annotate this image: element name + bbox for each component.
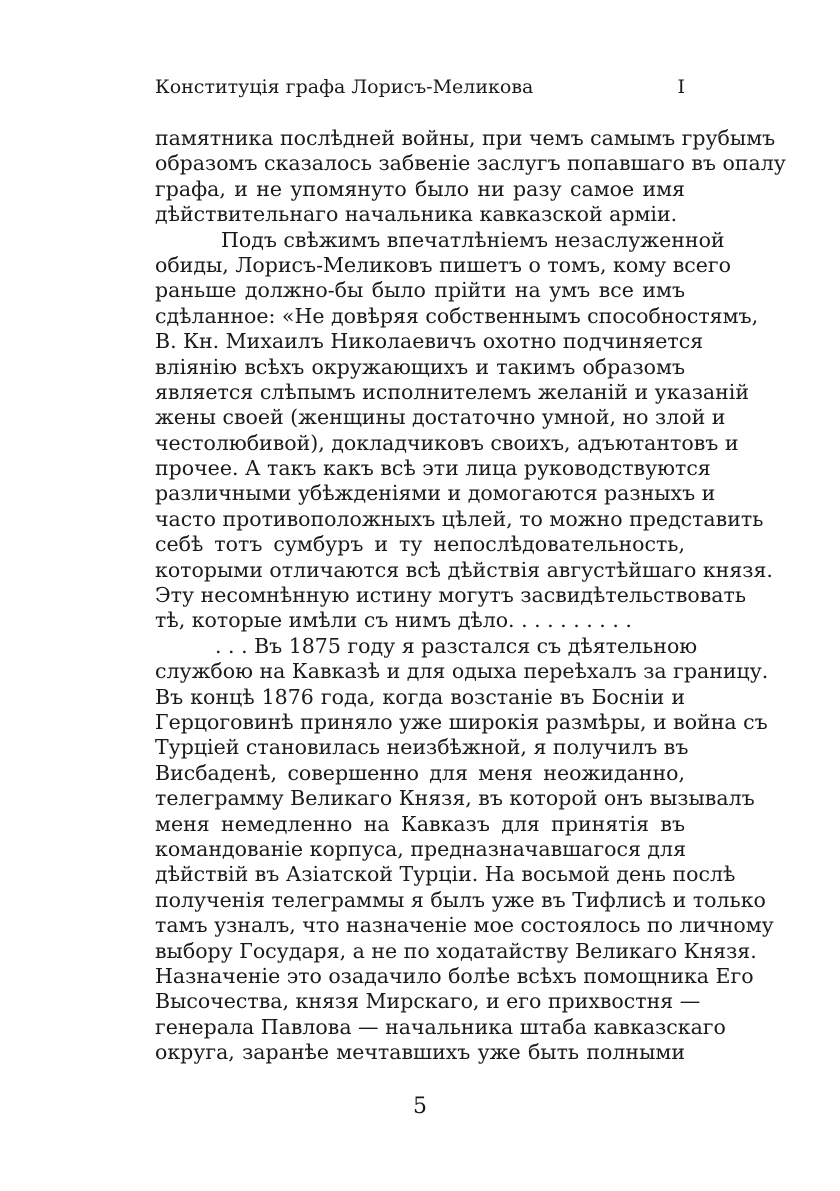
text-line: которыми отличаются всѣ дѣйствія августѣйшаго князя. bbox=[155, 557, 773, 582]
text-line: генерала Павлова — начальника штаба кавказскаго bbox=[155, 1014, 726, 1039]
text-line: часто противоположныхъ цѣлей, то можно представить bbox=[155, 506, 764, 531]
text-line: честолюбивой), докладчиковъ своихъ, адъютантовъ и bbox=[155, 430, 739, 455]
text-line: является слѣпымъ исполнителемъ желаній и указаній bbox=[155, 379, 750, 404]
text-line: Висбаденѣ, совершенно для меня неожиданно, bbox=[155, 760, 685, 785]
text-line: образомъ сказалось забвеніе заслугъ попавшаго въ опалу bbox=[155, 151, 786, 176]
text-line: обиды, Лорисъ-Меликовъ пишетъ о томъ, кому всего bbox=[155, 252, 731, 277]
text-line: меня немедленно на Кавказъ для принятія въ bbox=[155, 811, 685, 836]
text-line: Турціей становилась неизбѣжной, я получилъ въ bbox=[155, 735, 689, 760]
text-line: телеграмму Великаго Князя, въ которой онъ вызывалъ bbox=[155, 786, 755, 811]
running-title: Конституція графа Лорисъ-Меликова bbox=[155, 76, 534, 98]
text-line: службою на Кавказѣ и для одыха переѣхалъ за границу. bbox=[155, 659, 769, 684]
body-text bbox=[155, 126, 786, 1065]
section-numeral: I bbox=[677, 76, 685, 98]
text-line: жены своей (женщины достаточно умной, но злой и bbox=[155, 405, 726, 430]
text-line: Высочества, князя Мирскаго, и его прихвостня — bbox=[155, 989, 701, 1014]
text-line: Эту несомнѣнную истину могутъ засвидѣтельствовать bbox=[155, 583, 747, 608]
text-line: графа, и не упомянуто было ни разу самое имя bbox=[155, 176, 685, 201]
page-number: 5 bbox=[413, 1094, 427, 1119]
text-line: Герцоговинѣ приняло уже широкія размѣры, и война съ bbox=[155, 709, 768, 734]
text-line: сдѣланное: «Не довѣряя собственнымъ способностямъ, bbox=[155, 303, 759, 328]
text-line: дѣйствій въ Азіатской Турціи. На восьмой день послѣ bbox=[155, 862, 736, 887]
text-line: Въ концѣ 1876 года, когда возстаніе въ Босніи и bbox=[155, 684, 685, 709]
text-line: полученія телеграммы я былъ уже въ Тифлисѣ и только bbox=[155, 887, 766, 912]
paragraph-first-line: . . . Въ 1875 году я разстался съ дѣятельною bbox=[215, 633, 698, 658]
text-line: В. Кн. Михаилъ Николаевичъ охотно подчиняется bbox=[155, 329, 704, 354]
text-line: вліянію всѣхъ окружающихъ и такимъ образомъ bbox=[155, 354, 685, 379]
paragraph-first-line: Подъ свѣжимъ впечатлѣніемъ незаслуженной bbox=[221, 227, 725, 252]
text-line: округа, заранѣе мечтавшихъ уже быть полными bbox=[155, 1040, 685, 1065]
text-line: прочее. А такъ какъ всѣ эти лица руководствуются bbox=[155, 456, 711, 481]
text-line: тѣ, которые имѣли съ нимъ дѣло. . . . . . . . . . bbox=[155, 608, 632, 633]
text-line: памятника послѣдней войны, при чемъ самымъ грубымъ bbox=[155, 126, 776, 150]
text-line: тамъ узналъ, что назначеніе мое состоялось по личному bbox=[155, 913, 774, 938]
text-line: дѣйствительнаго начальника кавказской арміи. bbox=[155, 202, 678, 227]
text-line: командованіе корпуса, предназначавшагося для bbox=[155, 836, 686, 861]
text-line: себѣ тотъ сумбуръ и ту непослѣдовательность, bbox=[155, 532, 685, 557]
text-line: Назначеніе это озадачило болѣе всѣхъ помощника Его bbox=[155, 963, 754, 988]
running-head bbox=[155, 74, 685, 100]
text-line: раньше должно-бы было прійти на умъ все имъ bbox=[155, 278, 685, 303]
text-line: выбору Государя, а не по ходатайству Великаго Князя. bbox=[155, 938, 757, 963]
text-line: различными убѣжденіями и домогаются разныхъ и bbox=[155, 481, 716, 506]
